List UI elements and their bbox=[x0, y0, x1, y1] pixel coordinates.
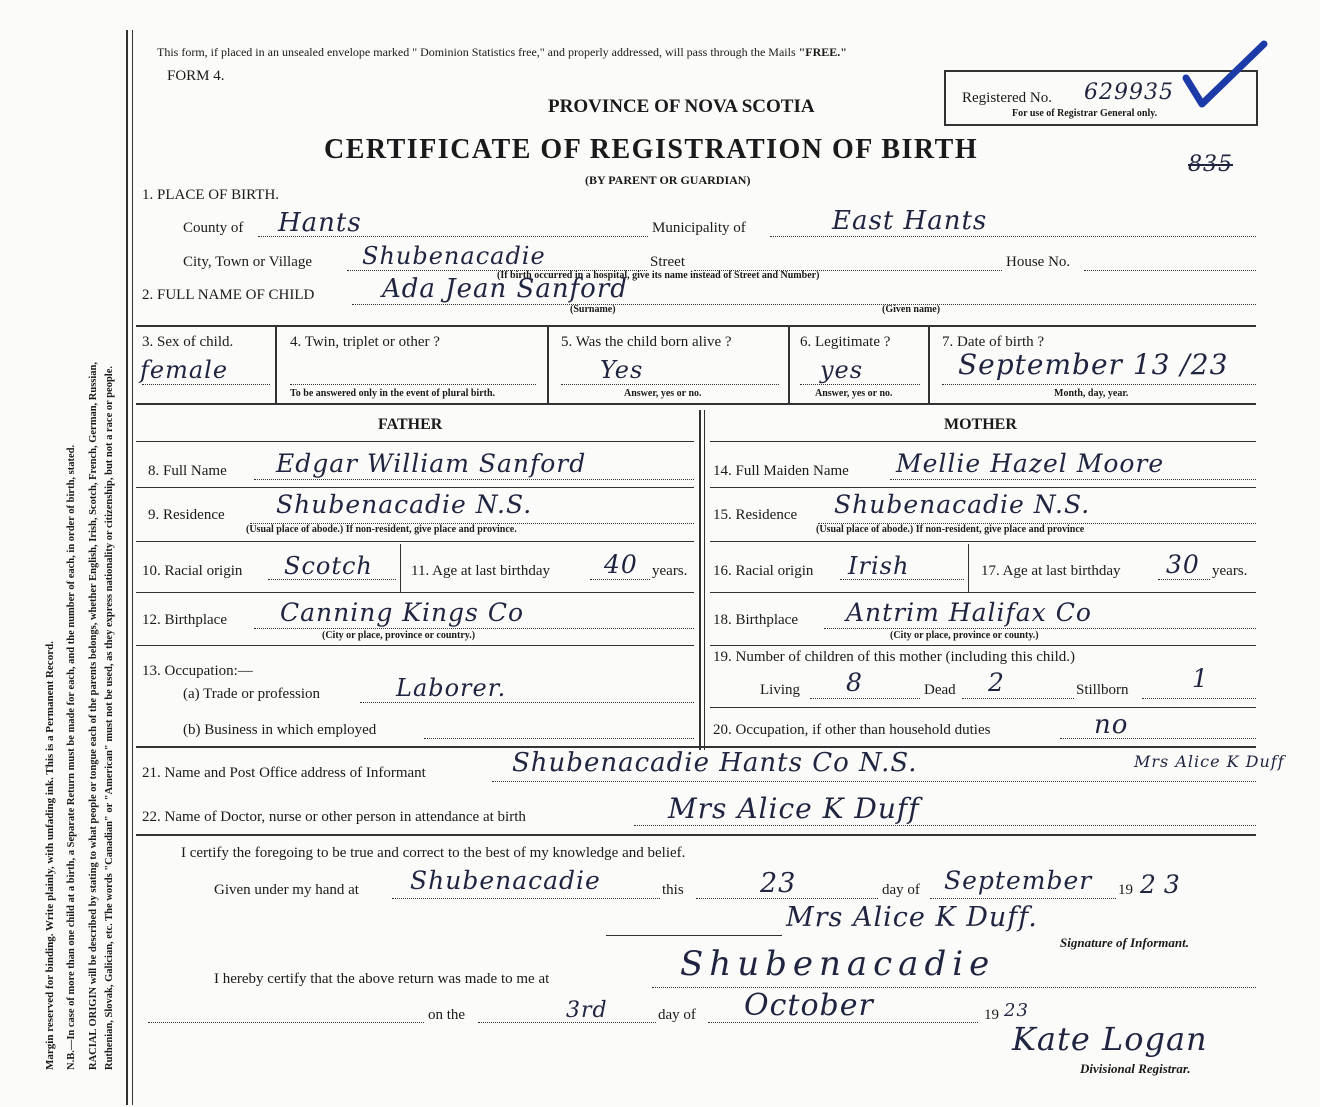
dob-label: 7. Date of birth ? bbox=[942, 334, 1045, 350]
mother-birthplace-label: 18. Birthplace bbox=[713, 612, 798, 628]
certificate-title: CERTIFICATE OF REGISTRATION OF BIRTH bbox=[324, 134, 979, 165]
mother-age-value: 30 bbox=[1166, 550, 1200, 579]
child-name-value: Ada Jean Sanford bbox=[382, 274, 628, 304]
margin-note-binding: Margin reserved for binding. Write plainly, with unfading ink. This is a Permanent Record. bbox=[44, 641, 56, 1070]
living-label: Living bbox=[760, 682, 800, 698]
given-label: Given under my hand at bbox=[214, 882, 359, 898]
binding-line-inner bbox=[132, 30, 133, 1105]
form-number: FORM 4. bbox=[167, 68, 225, 84]
alive-value: Yes bbox=[600, 356, 644, 384]
informant-name-value: Mrs Alice K Duff bbox=[1134, 752, 1285, 771]
margin-note-racial-origin: RACIAL ORIGIN will be described by stating to what people or tongue each of the parents belongs, whether English, Irish, Scotch, French, German, Russian, bbox=[88, 361, 99, 1070]
trade-label: (a) Trade or profession bbox=[183, 686, 321, 702]
house-label: House No. bbox=[1006, 254, 1071, 270]
municipality-label: Municipality of bbox=[652, 220, 746, 236]
mother-name-label: 14. Full Maiden Name bbox=[713, 463, 849, 479]
province-heading: PROVINCE OF NOVA SCOTIA bbox=[548, 96, 815, 117]
mother-age-label: 17. Age at last birthday bbox=[981, 563, 1121, 579]
children-count-label: 19. Number of children of this mother (including this child.) bbox=[713, 649, 1076, 665]
city-label: City, Town or Village bbox=[183, 254, 313, 270]
mother-racial-label: 16. Racial origin bbox=[713, 563, 814, 579]
sex-value: female bbox=[140, 356, 229, 384]
year2-prefix: 19 bbox=[984, 1007, 999, 1023]
father-residence-value: Shubenacadie N.S. bbox=[276, 490, 533, 519]
county-label: County of bbox=[183, 220, 244, 236]
day-of-label: day of bbox=[882, 882, 920, 898]
day-value: 23 bbox=[760, 868, 797, 899]
year2-value: 23 bbox=[1004, 1000, 1029, 1021]
hereby-place-value: Shubenacadie bbox=[680, 944, 996, 984]
trade-value: Laborer. bbox=[396, 674, 507, 702]
father-racial-label: 10. Racial origin bbox=[142, 563, 243, 579]
margin-note-racial-origin-2: Ruthenian, Slovak, Galician, etc. The words "Canadian" or "American" must not be used, as they express nationality or citizenship, but not a race or people. bbox=[104, 365, 115, 1070]
registered-label: Registered No. bbox=[962, 90, 1052, 106]
street-label: Street bbox=[650, 254, 685, 270]
certify-statement: I certify the foregoing to be true and correct to the best of my knowledge and belief. bbox=[181, 845, 686, 861]
informant-signature: Mrs Alice K Duff. bbox=[786, 902, 1038, 933]
year-value: 23 bbox=[1140, 870, 1188, 899]
mother-occupation-label: 20. Occupation, if other than household duties bbox=[713, 722, 991, 738]
mother-name-value: Mellie Hazel Moore bbox=[896, 449, 1165, 478]
father-name-value: Edgar William Sanford bbox=[276, 449, 587, 478]
city-value: Shubenacadie bbox=[362, 242, 546, 270]
given-place-value: Shubenacadie bbox=[410, 866, 601, 895]
mother-heading: MOTHER bbox=[944, 416, 1017, 433]
mother-residence-label: 15. Residence bbox=[713, 507, 798, 523]
signature-label: Signature of Informant. bbox=[1060, 935, 1189, 950]
stillborn-label: Stillborn bbox=[1076, 682, 1129, 698]
given-name-note: (Given name) bbox=[882, 304, 941, 315]
twin-note: To be answered only in the event of plural birth. bbox=[290, 388, 496, 399]
legitimate-value: yes bbox=[820, 356, 864, 384]
business-label: (b) Business in which employed bbox=[183, 722, 377, 738]
father-age-value: 40 bbox=[604, 550, 638, 579]
sex-label: 3. Sex of child. bbox=[142, 334, 234, 350]
margin-note-plural-births: N.B.—In case of more than one child at a birth, a Separate Return must be made for each, and the number of each, in order of birth, stated. bbox=[66, 444, 77, 1070]
on-day-value: 3rd bbox=[566, 998, 608, 1023]
this-label: this bbox=[662, 882, 684, 898]
corner-number: 835 bbox=[1188, 152, 1233, 177]
on-month-value: October bbox=[744, 988, 874, 1023]
mother-years-label: years. bbox=[1212, 563, 1248, 579]
father-heading: FATHER bbox=[378, 416, 443, 433]
column-divider bbox=[699, 410, 701, 750]
checkmark-icon bbox=[1180, 38, 1270, 110]
father-racial-value: Scotch bbox=[284, 552, 373, 580]
father-years-label: years. bbox=[652, 563, 688, 579]
attendant-label: 22. Name of Doctor, nurse or other person in attendance at birth bbox=[142, 809, 526, 825]
alive-label: 5. Was the child born alive ? bbox=[561, 334, 732, 350]
father-birthplace-value: Canning Kings Co bbox=[280, 598, 525, 627]
living-value: 8 bbox=[846, 668, 863, 697]
surname-note: (Surname) bbox=[570, 304, 616, 315]
registrar-signature: Kate Logan bbox=[1012, 1020, 1208, 1058]
registrar-label: Divisional Registrar. bbox=[1080, 1061, 1191, 1076]
mother-occupation-value: no bbox=[1094, 710, 1129, 740]
informant-value: Shubenacadie Hants Co N.S. bbox=[512, 748, 918, 778]
county-value: Hants bbox=[278, 208, 362, 238]
father-residence-label: 9. Residence bbox=[148, 507, 225, 523]
mother-racial-value: Irish bbox=[848, 552, 910, 580]
registrar-note: For use of Registrar General only. bbox=[1012, 108, 1158, 119]
mail-notice: This form, if placed in an unsealed envelope marked " Dominion Statistics free," and properly addressed, will pass through the Mails "FREE." bbox=[157, 45, 847, 59]
stillborn-value: 1 bbox=[1192, 664, 1209, 693]
dob-value: September 13 /23 bbox=[958, 348, 1229, 381]
attendant-value: Mrs Alice K Duff bbox=[668, 792, 920, 825]
twin-label: 4. Twin, triplet or other ? bbox=[290, 334, 440, 350]
dob-note: Month, day, year. bbox=[1054, 388, 1129, 399]
father-age-label: 11. Age at last birthday bbox=[411, 563, 550, 579]
mother-residence-value: Shubenacadie N.S. bbox=[834, 490, 1091, 519]
dead-value: 2 bbox=[988, 668, 1005, 697]
registered-number: 629935 bbox=[1084, 80, 1174, 105]
certificate-subtitle: (BY PARENT OR GUARDIAN) bbox=[585, 173, 751, 187]
legitimate-label: 6. Legitimate ? bbox=[800, 334, 891, 350]
place-of-birth-heading: 1. PLACE OF BIRTH. bbox=[142, 187, 280, 203]
month-value: September bbox=[944, 866, 1093, 895]
alive-note: Answer, yes or no. bbox=[624, 388, 702, 399]
municipality-value: East Hants bbox=[832, 206, 988, 236]
mother-abode-note: (Usual place of abode.) If non-resident, give place and province bbox=[816, 524, 1085, 535]
day-of-label-2: day of bbox=[658, 1007, 696, 1023]
on-the-label: on the bbox=[428, 1007, 466, 1023]
father-name-label: 8. Full Name bbox=[148, 463, 227, 479]
hospital-note: (If birth occurred in a hospital, give its name instead of Street and Number) bbox=[497, 270, 820, 281]
dead-label: Dead bbox=[924, 682, 956, 698]
legitimate-note: Answer, yes or no. bbox=[815, 388, 893, 399]
binding-line bbox=[126, 30, 128, 1105]
mother-birthplace-note: (City or place, province or county.) bbox=[890, 630, 1039, 641]
mother-birthplace-value: Antrim Halifax Co bbox=[846, 598, 1092, 627]
father-birthplace-note: (City or place, province or country.) bbox=[322, 630, 476, 641]
father-abode-note: (Usual place of abode.) If non-resident, give place and province. bbox=[246, 524, 517, 535]
occupation-label: 13. Occupation:— bbox=[142, 663, 253, 679]
informant-label: 21. Name and Post Office address of Informant bbox=[142, 765, 426, 781]
child-name-label: 2. FULL NAME OF CHILD bbox=[142, 287, 315, 303]
father-birthplace-label: 12. Birthplace bbox=[142, 612, 227, 628]
hereby-statement: I hereby certify that the above return was made to me at bbox=[214, 971, 550, 987]
year-prefix: 19 bbox=[1118, 882, 1133, 898]
